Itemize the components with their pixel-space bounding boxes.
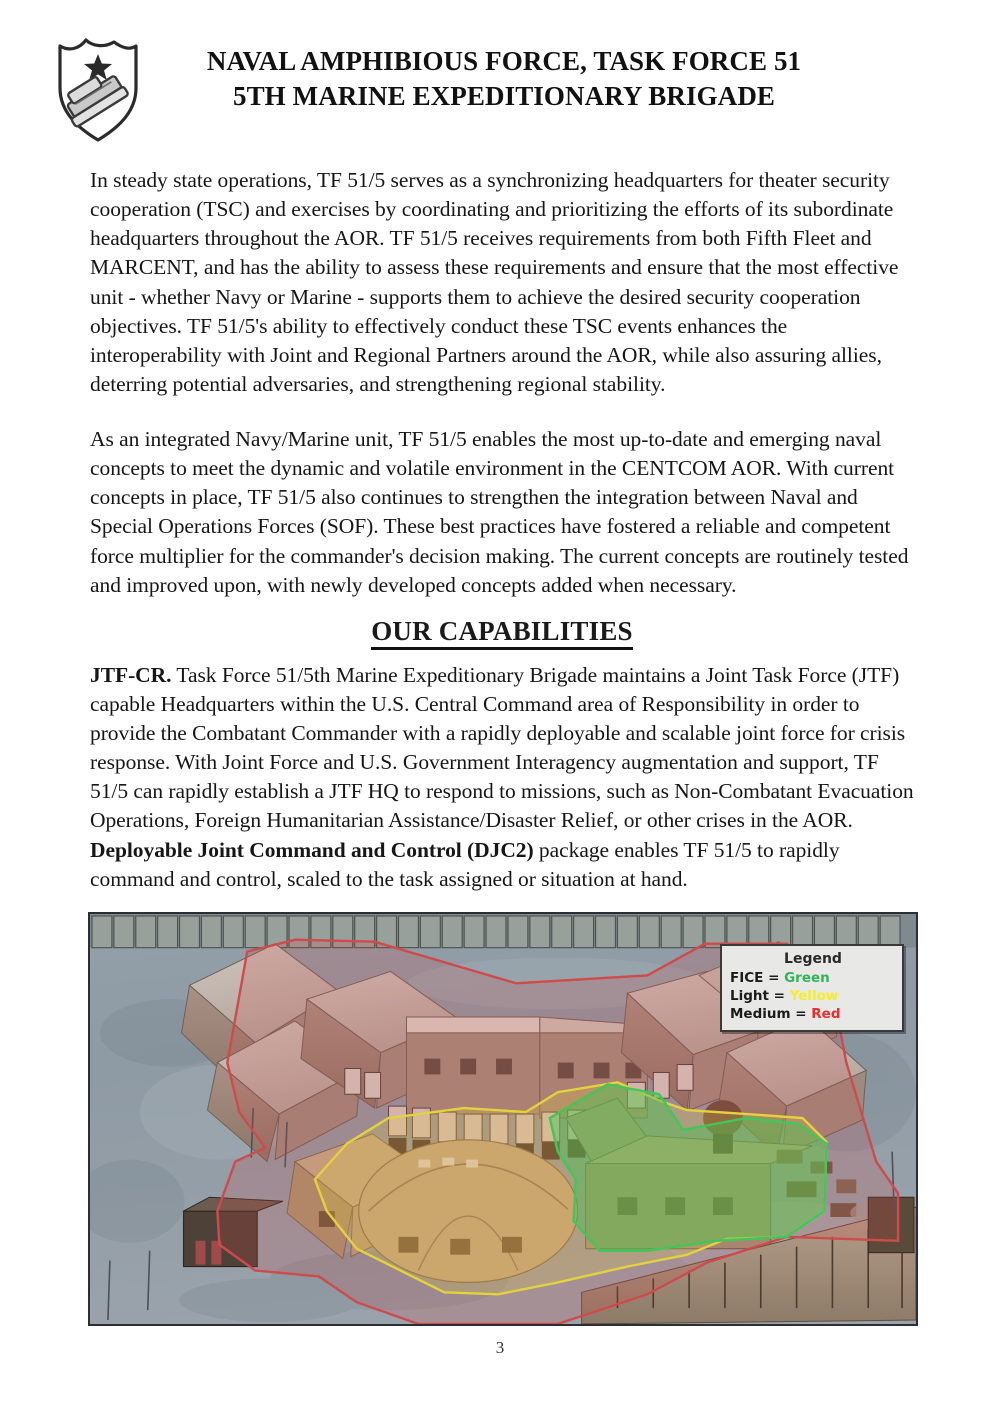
paragraph-spacer-1 [90,400,914,425]
emblem-container [38,26,158,144]
title-line-2: 5TH MARINE EXPEDITIONARY BRIGADE [232,80,776,111]
legend-row-fice [730,970,896,988]
naval-amphibious-force-shield-emblem [54,32,142,144]
paragraph-steady-state-operations: In steady state operations, TF 51/5 serves as a synchronizing headquarters for theater security cooperation (TSC) and exercises by coordinating and prioritizing the efforts of its subordinate headquarters throughout the AOR. TF 51/5 receives requirements from both Fifth Fleet and MARCENT, and has the ability to assess these requirements and ensure that the most effective unit - whether Navy or Marine - supports them to achieve the desired security cooperation objectives. TF 51/5's ability to effectively conduct these TSC events enhances the interoperability with Joint and Regional Partners around the AOR, while also assuring allies, deterring potential adversaries, and strengthening regional stability. [90,168,899,396]
djc2-camp-aerial-photograph [88,912,918,1326]
paragraph-integrated-navy-marine-unit: As an integrated Navy/Marine unit, TF 51/5 enables the most up-to-date and emerging naval concepts to meet the dynamic and volatile environment in the CENTCOM AOR. With current concepts in place, TF 51/5 also continues to strengthen the integration between Naval and Special Operations Forces (SOF). These best practices have fostered a reliable and competent force multiplier for the commander's decision making. The current concepts are routinely tested and improved upon, with newly developed concepts added when necessary. [90,427,909,597]
legend-value-light: Yellow [789,988,839,1005]
legend-label-light: Light = [730,988,785,1005]
legend-row-medium [730,1006,896,1024]
legend-row-light [730,988,896,1006]
title-line-1: NAVAL AMPHIBIOUS FORCE, TASK FORCE 51 [206,46,802,76]
legend-value-medium: Red [811,1006,841,1023]
legend-title: Legend [784,951,842,967]
paragraph-jtf-cr [90,661,914,894]
document-body [90,166,914,895]
map-legend [720,944,904,1032]
document-header [0,26,1000,146]
document-title-block [158,26,1000,113]
jtf-cr-label: JTF-CR. [90,662,172,687]
section-heading-text: OUR CAPABILITIES [371,616,633,650]
legend-label-fice: FICE = [730,970,780,987]
jtf-cr-text-part-1: Task Force 51/5th Marine Expeditionary Brigade maintains a Joint Task Force (JTF) capable Headquarters within the U.S. Central Command area of Responsibility in order to provide the Combatant Commander with a rapidly deployable and scalable joint force for crisis response. With Joint Force and U.S. Government Interagency augmentation and support, TF 51/5 can rapidly establish a JTF HQ to respond to missions, such as Non-Combatant Evacuation Operations, Foreign Humanitarian Assistance/Disaster Relief, or other crises in the AOR. [90,662,914,833]
jtf-cr-text-part-2: package enables TF 51/5 to rapidly command and control, scaled to the task assigned or situation at hand. [90,837,840,891]
section-heading-our-capabilities [90,616,914,647]
page-number: 3 [495,1338,505,1357]
legend-label-medium: Medium = [730,1006,807,1023]
legend-value-fice: Green [784,970,830,987]
djc2-bold-phrase: Deployable Joint Command and Control (DJC2) [90,837,534,862]
